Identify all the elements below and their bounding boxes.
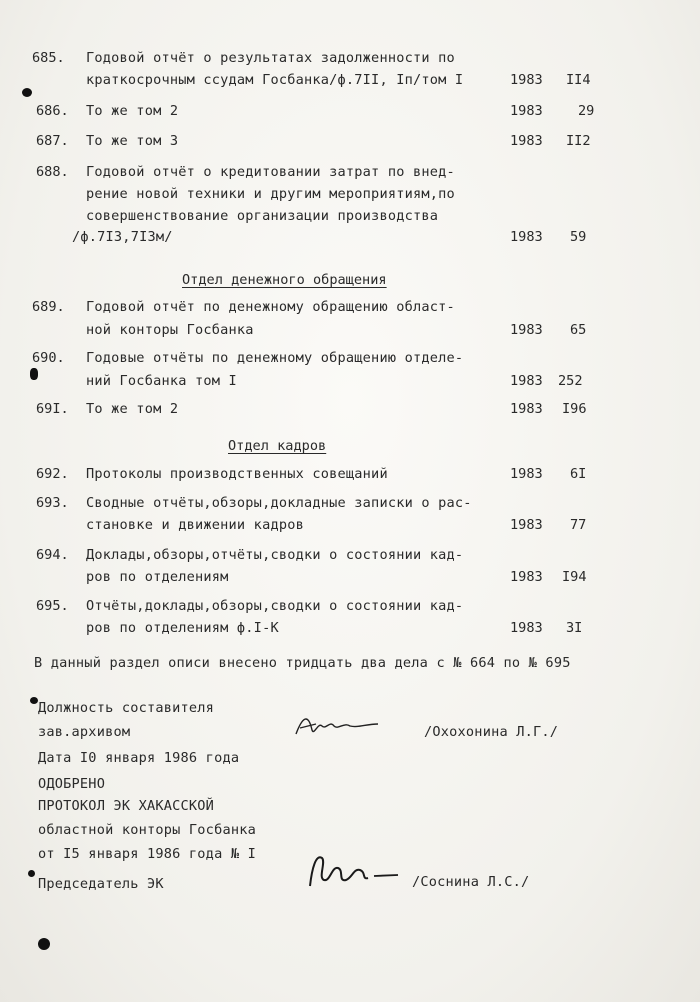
entry-title-line: Протоколы производственных совещаний (86, 466, 388, 482)
ink-blot (38, 938, 50, 950)
entry-title-line: ров по отделениям (86, 569, 229, 585)
entry-title-line: Отчёты,доклады,обзоры,сводки о состоянии кад- (86, 598, 464, 614)
chair-signature (304, 848, 400, 892)
entry-year: 1983 (510, 620, 543, 636)
entry-number: 692. (36, 466, 69, 482)
entry-sheet-count: 252 (558, 373, 583, 389)
chair-label: Председатель ЭК (38, 876, 164, 892)
entry-sheet-count: II4 (566, 72, 591, 88)
compiler-name: /Охохонина Л.Г./ (424, 724, 559, 740)
entry-year: 1983 (510, 466, 543, 482)
entry-sheet-count: 59 (570, 229, 587, 245)
entry-sheet-count: I96 (562, 401, 587, 417)
entry-year: 1983 (510, 401, 543, 417)
entry-number: 685. (32, 50, 65, 66)
entry-number: 687. (36, 133, 69, 149)
entry-year: 1983 (510, 517, 543, 533)
protocol-line: ПРОТОКОЛ ЭК ХАКАССКОЙ (38, 798, 215, 814)
entry-number: 693. (36, 495, 69, 511)
entry-title-line: /ф.7I3,7I3м/ (72, 229, 173, 245)
entry-number: 695. (36, 598, 69, 614)
protocol-line: областной конторы Госбанка (38, 822, 256, 838)
section-heading-money-circulation: Отдел денежного обращения (182, 272, 387, 288)
ink-blot (28, 870, 35, 877)
entry-title-line: ров по отделениям ф.I-К (86, 620, 279, 636)
entry-year: 1983 (510, 72, 543, 88)
entry-title-line: ной конторы Госбанка (86, 322, 254, 338)
entry-number: 688. (36, 164, 69, 180)
entry-sheet-count: 77 (570, 517, 587, 533)
entry-title-line: рение новой техники и другим мероприятиям,по (86, 186, 455, 202)
entry-year: 1983 (510, 133, 543, 149)
entry-title-line: совершенствование организации производства (86, 208, 439, 224)
compiler-position-label: Должность составителя (38, 700, 215, 716)
compilation-date: Дата I0 января 1986 года (38, 750, 240, 766)
entry-year: 1983 (510, 373, 543, 389)
approval-stamp: ОДОБРЕНО (38, 776, 106, 792)
entry-year: 1983 (510, 322, 543, 338)
entry-title-line: Годовой отчёт о кредитовании затрат по внед- (86, 164, 455, 180)
entry-title-line: краткосрочным ссудам Госбанка/ф.7II, Iп/том I (86, 72, 464, 88)
entry-number: 690. (32, 350, 65, 366)
entry-number: 69I. (36, 401, 69, 417)
entry-title-line: То же том 2 (86, 401, 179, 417)
entry-title-line: Годовой отчёт по денежному обращению област- (86, 299, 455, 315)
entry-title-line: То же том 2 (86, 103, 179, 119)
entry-title-line: Годовой отчёт о результатах задолженности по (86, 50, 455, 66)
compiler-signature (292, 708, 382, 740)
section-summary: В данный раздел описи внесено тридцать два дела с № 664 по № 695 (34, 655, 571, 671)
entry-title-line: То же том 3 (86, 133, 179, 149)
entry-title-line: Годовые отчёты по денежному обращению отделе- (86, 350, 464, 366)
compiler-position: зав.архивом (38, 724, 131, 740)
ink-blot (30, 697, 38, 704)
entry-title-line: Сводные отчёты,обзоры,докладные записки о рас- (86, 495, 472, 511)
ink-blot (22, 88, 32, 97)
ink-blot (30, 368, 38, 380)
protocol-line: от I5 января 1986 года № I (38, 846, 256, 862)
entry-number: 694. (36, 547, 69, 563)
entry-number: 689. (32, 299, 65, 315)
entry-sheet-count: 6I (570, 466, 587, 482)
entry-year: 1983 (510, 229, 543, 245)
entry-sheet-count: 65 (570, 322, 587, 338)
chair-name: /Соснина Л.С./ (412, 874, 530, 890)
entry-title-line: Доклады,обзоры,отчёты,сводки о состоянии кад- (86, 547, 464, 563)
entry-year: 1983 (510, 569, 543, 585)
entry-year: 1983 (510, 103, 543, 119)
entry-number: 686. (36, 103, 69, 119)
entry-sheet-count: II2 (566, 133, 591, 149)
entry-title-line: становке и движении кадров (86, 517, 304, 533)
entry-title-line: ний Госбанка том I (86, 373, 237, 389)
section-heading-personnel: Отдел кадров (228, 438, 327, 454)
entry-sheet-count: 3I (566, 620, 583, 636)
entry-sheet-count: I94 (562, 569, 587, 585)
entry-sheet-count: 29 (578, 103, 595, 119)
